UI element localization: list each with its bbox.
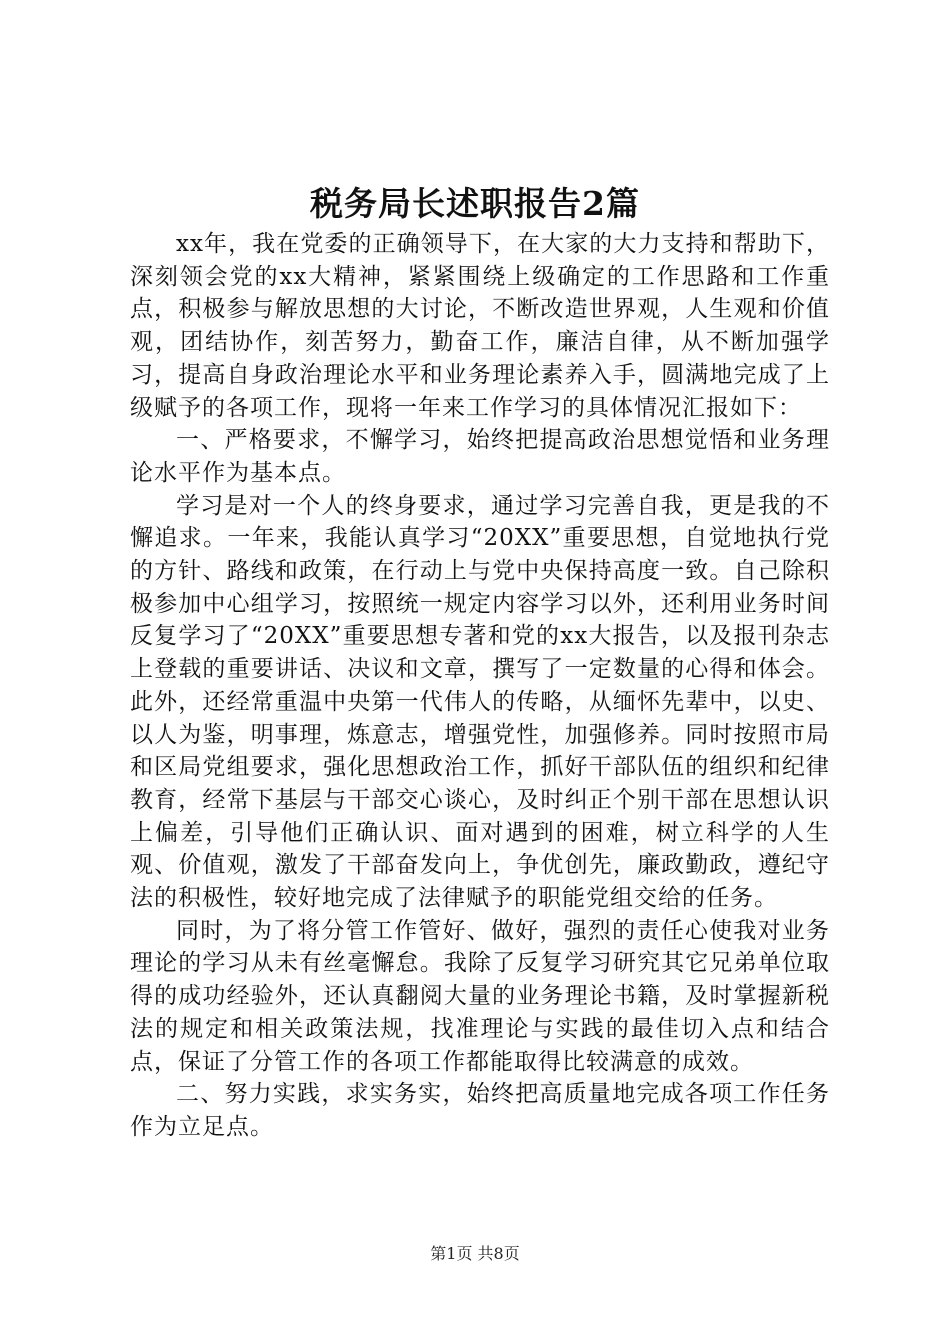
paragraph-heading-1: 一、严格要求，不懈学习，始终把提高政治思想觉悟和业务理论水平作为基本点。 bbox=[130, 427, 830, 486]
paragraph-study: 学习是对一个人的终身要求，通过学习完善自我，更是我的不懈追求。一年来，我能认真学习“20XX”重要思想，自觉地执行党的方针、路线和政策，在行动上与党中央保持高度一致。自己除积极参加中心组学习，按照统一规定内容学习以外，还利用业务时间反复学习了“20XX”重要思想专著和党的xx大报告，以及报刊杂志上登载的重要讲话、决议和文章，撰写了一定数量的心得和体会。此外，还经常重温中央第一代伟人的传略，从缅怀先辈中，以史、以人为鉴，明事理，炼意志，增强党性，加强修养。同时按照市局和区局党组要求，强化思想政治工作，抓好干部队伍的组织和纪律教育，经常下基层与干部交心谈心，及时纠正个别干部在思想认识上偏差，引导他们正确认识、面对遇到的困难，树立科学的人生观、价值观，激发了干部奋发向上，争优创先，廉政勤政，遵纪守法的积极性，较好地完成了法律赋予的职能党组交给的任务。 bbox=[130, 492, 830, 912]
document-body bbox=[130, 228, 830, 1144]
paragraph-heading-2: 二、努力实践，求实务实，始终把高质量地完成各项工作任务作为立足点。 bbox=[130, 1081, 830, 1140]
paragraph-business-study: 同时，为了将分管工作管好、做好，强烈的责任心使我对业务理论的学习从未有丝毫懈怠。我除了反复学习研究其它兄弟单位取得的成功经验外，还认真翻阅大量的业务理论书籍，及时掌握新税法的规定和相关政策法规，找准理论与实践的最佳切入点和结合点，保证了分管工作的各项工作都能取得比较满意的成效。 bbox=[130, 917, 830, 1075]
paragraph-intro: xx年，我在党委的正确领导下，在大家的大力支持和帮助下，深刻领会党的xx大精神，紧紧围绕上级确定的工作思路和工作重点，积极参与解放思想的大讨论，不断改造世界观，人生观和价值观，团结协作，刻苦努力，勤奋工作，廉洁自律，从不断加强学习，提高自身政治理论水平和业务理论素养入手，圆满地完成了上级赋予的各项工作，现将一年来工作学习的具体情况汇报如下： bbox=[130, 231, 830, 421]
document-title: 税务局长述职报告2篇 bbox=[310, 184, 640, 223]
page-number-footer: 第1页 共8页 bbox=[430, 1244, 520, 1263]
